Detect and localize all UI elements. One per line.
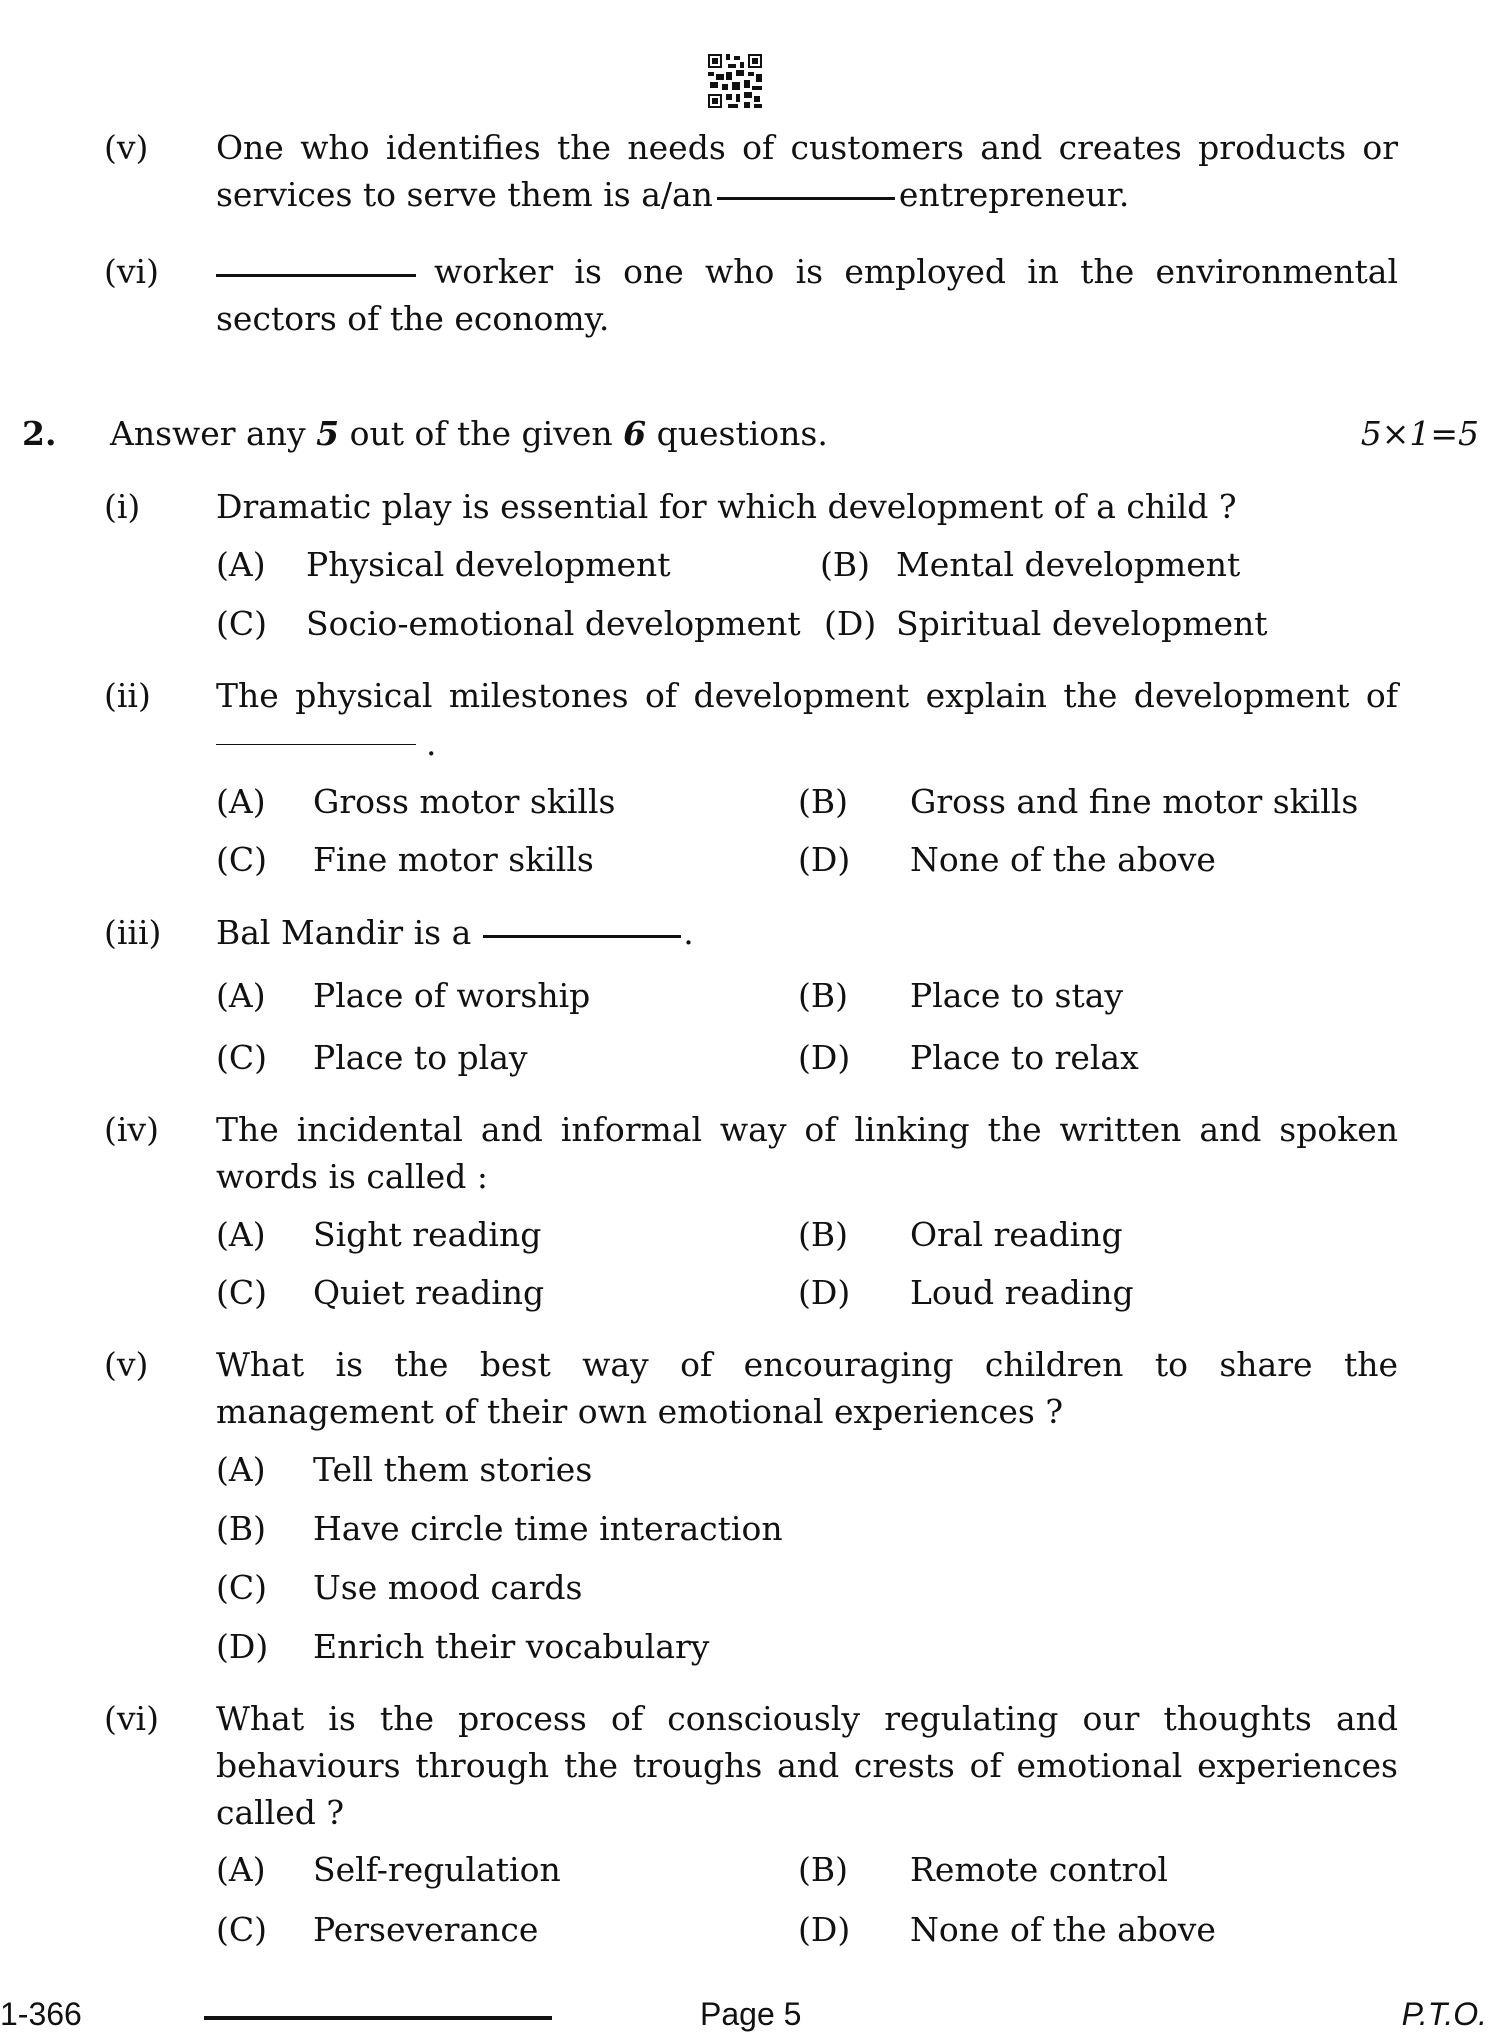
q1-v-line2 [216,171,1129,218]
option-label: (D) [798,840,851,879]
option-label: (A) [216,1215,266,1254]
q2-iv-label: (iv) [104,1110,159,1149]
q2-v-line1: What is the best way of encouraging children to share the [216,1345,1398,1384]
option-text: Mental development [896,545,1241,584]
option-text: Place to play [313,1038,528,1077]
option-label: (A) [216,1850,266,1889]
option-text: Gross and fine motor skills [910,782,1359,821]
option-text: Fine motor skills [313,840,594,879]
q2-ii-text: The physical milestones of development explain the development of [216,676,1398,715]
answer-blank [216,743,416,745]
option-text: Remote control [910,1850,1168,1889]
q1-vi-line1 [216,248,1398,295]
q2-ii-blank-line [216,720,437,767]
q2-i-text: Dramatic play is essential for which development of a child ? [216,487,1237,526]
option-label: (A) [216,782,266,821]
option-text: Place to relax [910,1038,1139,1077]
q1-v-line1: One who identifies the needs of customers and creates products or [216,128,1398,167]
q2-instruction-post: questions. [646,414,828,453]
q2-instruction-total: 6 [623,414,647,453]
q2-instruction [110,410,828,457]
answer-blank [216,273,416,277]
option-label: (C) [216,1038,267,1077]
option-label: (B) [798,1215,848,1254]
q2-vi-line2: behaviours through the troughs and crests of emotional experiences [216,1746,1398,1785]
q1-vi-line1-after: worker is one who is employed in the environmental [434,252,1398,291]
q2-iv-line2: words is called : [216,1157,488,1196]
q2-iii-label: (iii) [104,913,162,952]
q2-vi-label: (vi) [104,1699,159,1738]
option-label: (B) [798,1850,848,1889]
option-label: (D) [798,1910,851,1949]
option-text: Sight reading [313,1215,542,1254]
option-text: Physical development [306,545,671,584]
q2-ii-tail: . [426,724,437,763]
option-text: None of the above [910,840,1216,879]
option-label: (A) [216,545,266,584]
option-text: Spiritual development [896,604,1268,643]
option-label: (C) [216,604,267,643]
option-text: Tell them stories [313,1450,593,1489]
answer-blank [717,196,895,200]
q2-number: 2. [22,414,57,453]
q1-vi-line2: sectors of the economy. [216,299,610,338]
option-label: (C) [216,1910,267,1949]
q2-instruction-pre: Answer any [110,414,317,453]
option-label: (A) [216,976,266,1015]
option-text: Place to stay [910,976,1124,1015]
option-label: (B) [820,545,870,584]
option-label: (C) [216,840,267,879]
q2-iii-text-before: Bal Mandir is a [216,913,472,952]
option-label: (A) [216,1450,266,1489]
option-label: (D) [216,1627,269,1666]
option-text: Loud reading [910,1273,1134,1312]
q2-marks: 5×1=5 [1360,414,1479,453]
q2-ii-label: (ii) [104,676,151,715]
option-text: Place of worship [313,976,591,1015]
option-label: (D) [798,1273,851,1312]
pto-marker: P.T.O. [1401,1996,1487,2032]
q1-v-line2-before: services to serve them is a/an [216,175,713,214]
q2-instruction-count: 5 [316,414,340,453]
q2-instruction-mid: out of the given [339,414,624,453]
option-label: (B) [216,1509,266,1548]
q2-vi-line3: called ? [216,1793,345,1832]
option-label: (B) [798,976,848,1015]
q1-v-label: (v) [104,128,149,167]
option-text: None of the above [910,1910,1216,1949]
footer-divider [204,2016,552,2020]
option-text: Have circle time interaction [313,1509,783,1548]
option-text: Oral reading [910,1215,1123,1254]
option-text: Use mood cards [313,1568,583,1607]
option-label: (C) [216,1273,267,1312]
qr-code-icon [706,52,764,110]
answer-blank [483,934,681,938]
q1-v-line2-after: entrepreneur. [898,175,1130,214]
option-text: Enrich their vocabulary [313,1627,710,1666]
q2-iii-tail: . [683,913,694,952]
option-text: Gross motor skills [313,782,616,821]
option-text: Quiet reading [313,1273,545,1312]
option-label: (D) [824,604,877,643]
q2-v-label: (v) [104,1345,149,1384]
q2-v-line2: management of their own emotional experiences ? [216,1392,1064,1431]
q1-vi-label: (vi) [104,252,159,291]
paper-code: 1-366 [0,1996,82,2032]
q2-i-label: (i) [104,487,141,526]
option-text: Self-regulation [313,1850,561,1889]
option-text: Perseverance [313,1910,539,1949]
q2-vi-line1: What is the process of consciously regulating our thoughts and [216,1699,1398,1738]
q2-iv-line1: The incidental and informal way of linking the written and spoken [216,1110,1398,1149]
option-text: Socio-emotional development [306,604,801,643]
option-label: (D) [798,1038,851,1077]
q2-iii-text [216,909,694,956]
option-label: (C) [216,1568,267,1607]
option-label: (B) [798,782,848,821]
page-number: Page 5 [700,1996,802,2032]
